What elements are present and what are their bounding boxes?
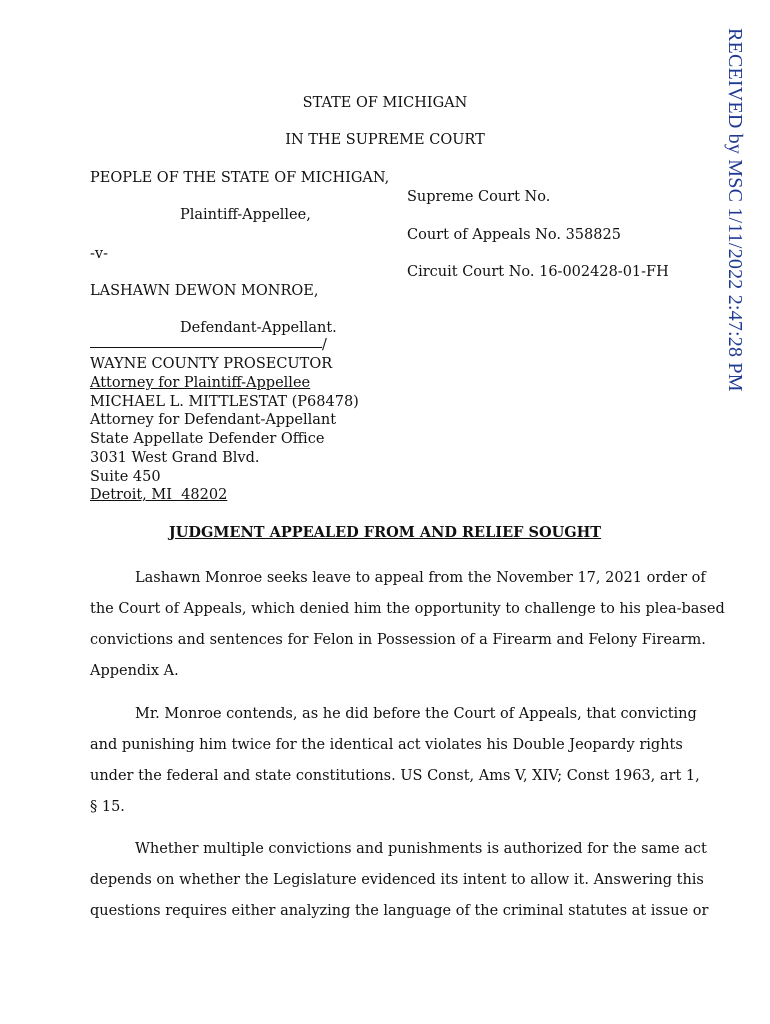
office-suite: Suite 450 [90,469,161,485]
paragraph-1-line-4: Appendix A. [90,663,179,679]
defense-attorney-name: MICHAEL L. MITTLESTAT (P68478) [90,394,359,410]
paragraph-3-line-2: depends on whether the Legislature evidenced its intent to allow it. Answering this [90,872,704,888]
state-heading: STATE OF MICHIGAN [302,95,468,111]
prosecutor-name: WAYNE COUNTY PROSECUTOR [90,356,333,372]
received-stamp: RECEIVED by MSC 1/11/2022 2:47:28 PM [724,28,746,392]
paragraph-1-line-2: the Court of Appeals, which denied him the opportunity to challenge to his plea-based [90,601,725,617]
office-city: Detroit, MI 48202 [90,487,228,503]
versus-label: -v- [90,246,108,262]
plaintiff-name: PEOPLE OF THE STATE OF MICHIGAN, [90,170,390,186]
prosecutor-role: Attorney for Plaintiff-Appellee [90,375,311,391]
paragraph-1-line-3: convictions and sentences for Felon in Possession of a Firearm and Felony Firearm. [90,632,706,648]
plaintiff-role: Plaintiff-Appellee, [180,207,311,223]
paragraph-2-line-4: § 15. [90,799,125,815]
defendant-name: LASHAWN DEWON MONROE, [90,283,319,299]
court-heading: IN THE SUPREME COURT [285,132,485,148]
office-name: State Appellate Defender Office [90,431,325,447]
paragraph-2-line-2: and punishing him twice for the identical act violates his Double Jeopardy rights [90,737,683,753]
supreme-court-number: Supreme Court No. [407,189,551,205]
paragraph-3-line-3: questions requires either analyzing the language of the criminal statutes at issue or [90,903,709,919]
defendant-role: Defendant-Appellant. [180,320,337,336]
office-street: 3031 West Grand Blvd. [90,450,260,466]
paragraph-2-line-3: under the federal and state constitutions. US Const, Ams V, XIV; Const 1963, art 1, [90,768,700,784]
circuit-court-number: Circuit Court No. 16-002428-01-FH [407,264,669,280]
signature-line [90,347,322,348]
signature-slash: / [322,337,327,353]
defense-attorney-role: Attorney for Defendant-Appellant [90,412,337,428]
paragraph-3-line-1: Whether multiple convictions and punishments is authorized for the same act [135,841,707,857]
paragraph-1-line-1: Lashawn Monroe seeks leave to appeal from the November 17, 2021 order of [135,570,706,586]
paragraph-2-line-1: Mr. Monroe contends, as he did before the Court of Appeals, that convicting [135,706,697,722]
section-title: JUDGMENT APPEALED FROM AND RELIEF SOUGHT [168,524,602,541]
court-of-appeals-number: Court of Appeals No. 358825 [407,227,621,243]
